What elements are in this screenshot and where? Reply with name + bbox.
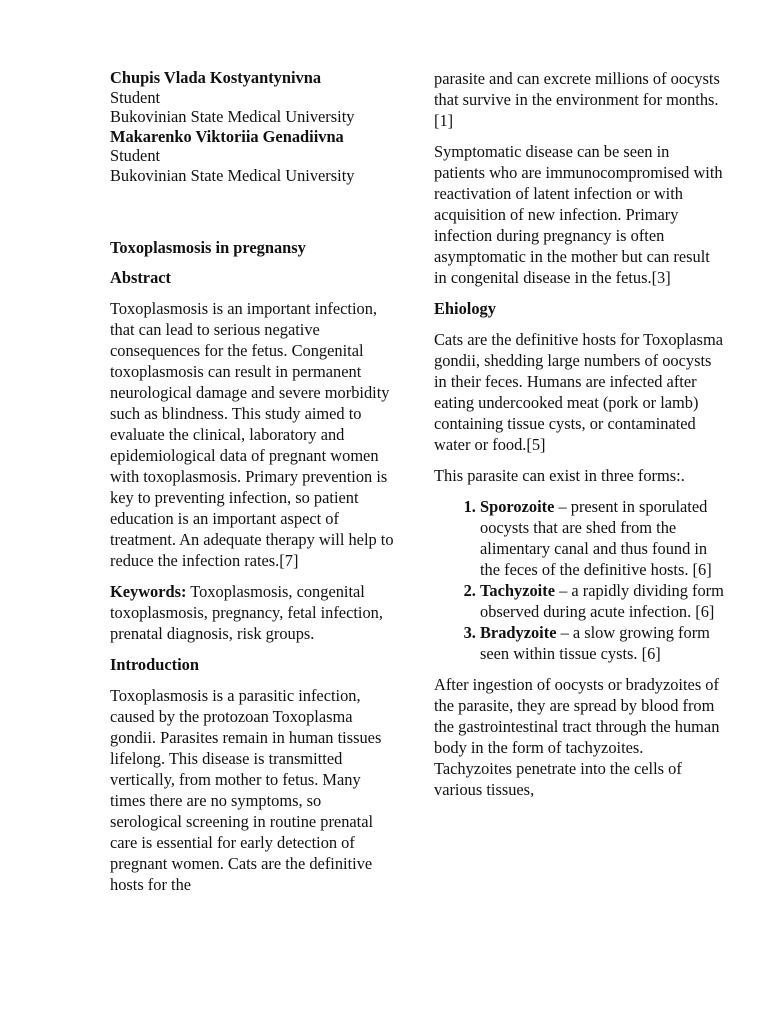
author-name: Chupis Vlada Kostyantynivna [110,68,322,87]
etiology-paragraph-2: After ingestion of oocysts or bradyzoites of the parasite, they are spread by blood from the gastrointestinal tract through the human body in the form of tachyzoites. Tachyzoites penetrate into the cells of various tissues, [434,675,720,799]
list-item [480,622,724,664]
list-item [480,496,724,580]
left-column [110,68,396,905]
introduction-heading: Introduction [110,655,199,674]
form-term: Sporozoite [480,497,555,516]
form-term: Bradyzoite [480,623,557,642]
author-block [110,68,396,185]
abstract-text: Toxoplasmosis is an important infection, that can lead to serious negative consequences for the fetus. Congenital toxoplasmosis can result in permanent neurological damage and severe morbidity such as blindness. This study aimed to evaluate the clinical, laboratory and epidemiological data of pregnant women with toxoplasmosis. Primary prevention is key to preventing infection, so patient education is an important aspect of treatment. An adequate therapy will help to reduce the infection rates.[7] [110,299,394,570]
form-desc: – a rapidly dividing form observed during acute infection. [6] [480,581,724,621]
author-affiliation: Bukovinian State Medical University [110,165,355,185]
list-item [480,580,724,622]
keywords-paragraph [110,581,396,644]
keywords-label: Keywords: [110,582,187,601]
paper-title: Toxoplasmosis in pregnansy [110,238,306,257]
author-name: Makarenko Viktoriia Genadiivna [110,126,344,146]
introduction-paragraph: Toxoplasmosis is a parasitic infection, caused by the protozoan Toxoplasma gondii. Parasites remain in human tissues lifelong. This disease is transmitted vertically, from mother to fetus. Many times there are no symptoms, so serological screening in routine prenatal care is essential for early detection of pregnant women. Cats are the definitive hosts for the [110,686,382,894]
introduction-paragraph-2: Symptomatic disease can be seen in patients who are immunocompromised with reactivation of latent infection or with acquisition of new infection. Primary infection during pregnancy is often asymptomatic in the mother but can result in congenital disease in the fetus.[3] [434,142,723,287]
form-desc: – present in sporulated oocysts that are shed from the alimentary canal and thus found in the feces of the definitive hosts. [6] [480,497,712,579]
right-column [434,68,724,810]
abstract-heading: Abstract [110,268,171,287]
introduction-paragraph-continued: parasite and can excrete millions of oocysts that survive in the environment for months. [1] [434,69,720,130]
etiology-heading: Ehiology [434,299,496,318]
keywords-text: Toxoplasmosis, congenital toxoplasmosis, pregnancy, fetal infection, prenatal diagnosis, risk groups. [110,582,383,643]
forms-intro: This parasite can exist in three forms:. [434,466,685,485]
author-role: Student [110,87,161,107]
etiology-paragraph: Cats are the definitive hosts for Toxoplasma gondii, shedding large numbers of oocysts in their feces. Humans are infected after eating undercooked meat (pork or lamb) containing tissue cysts, or contaminated water or food.[5] [434,330,723,454]
author-role: Student [110,146,161,165]
form-term: Tachyzoite [480,581,555,600]
forms-list [434,496,724,664]
author-affiliation: Bukovinian State Medical University [110,107,355,126]
form-desc: – a slow growing form seen within tissue cysts. [6] [480,623,710,663]
